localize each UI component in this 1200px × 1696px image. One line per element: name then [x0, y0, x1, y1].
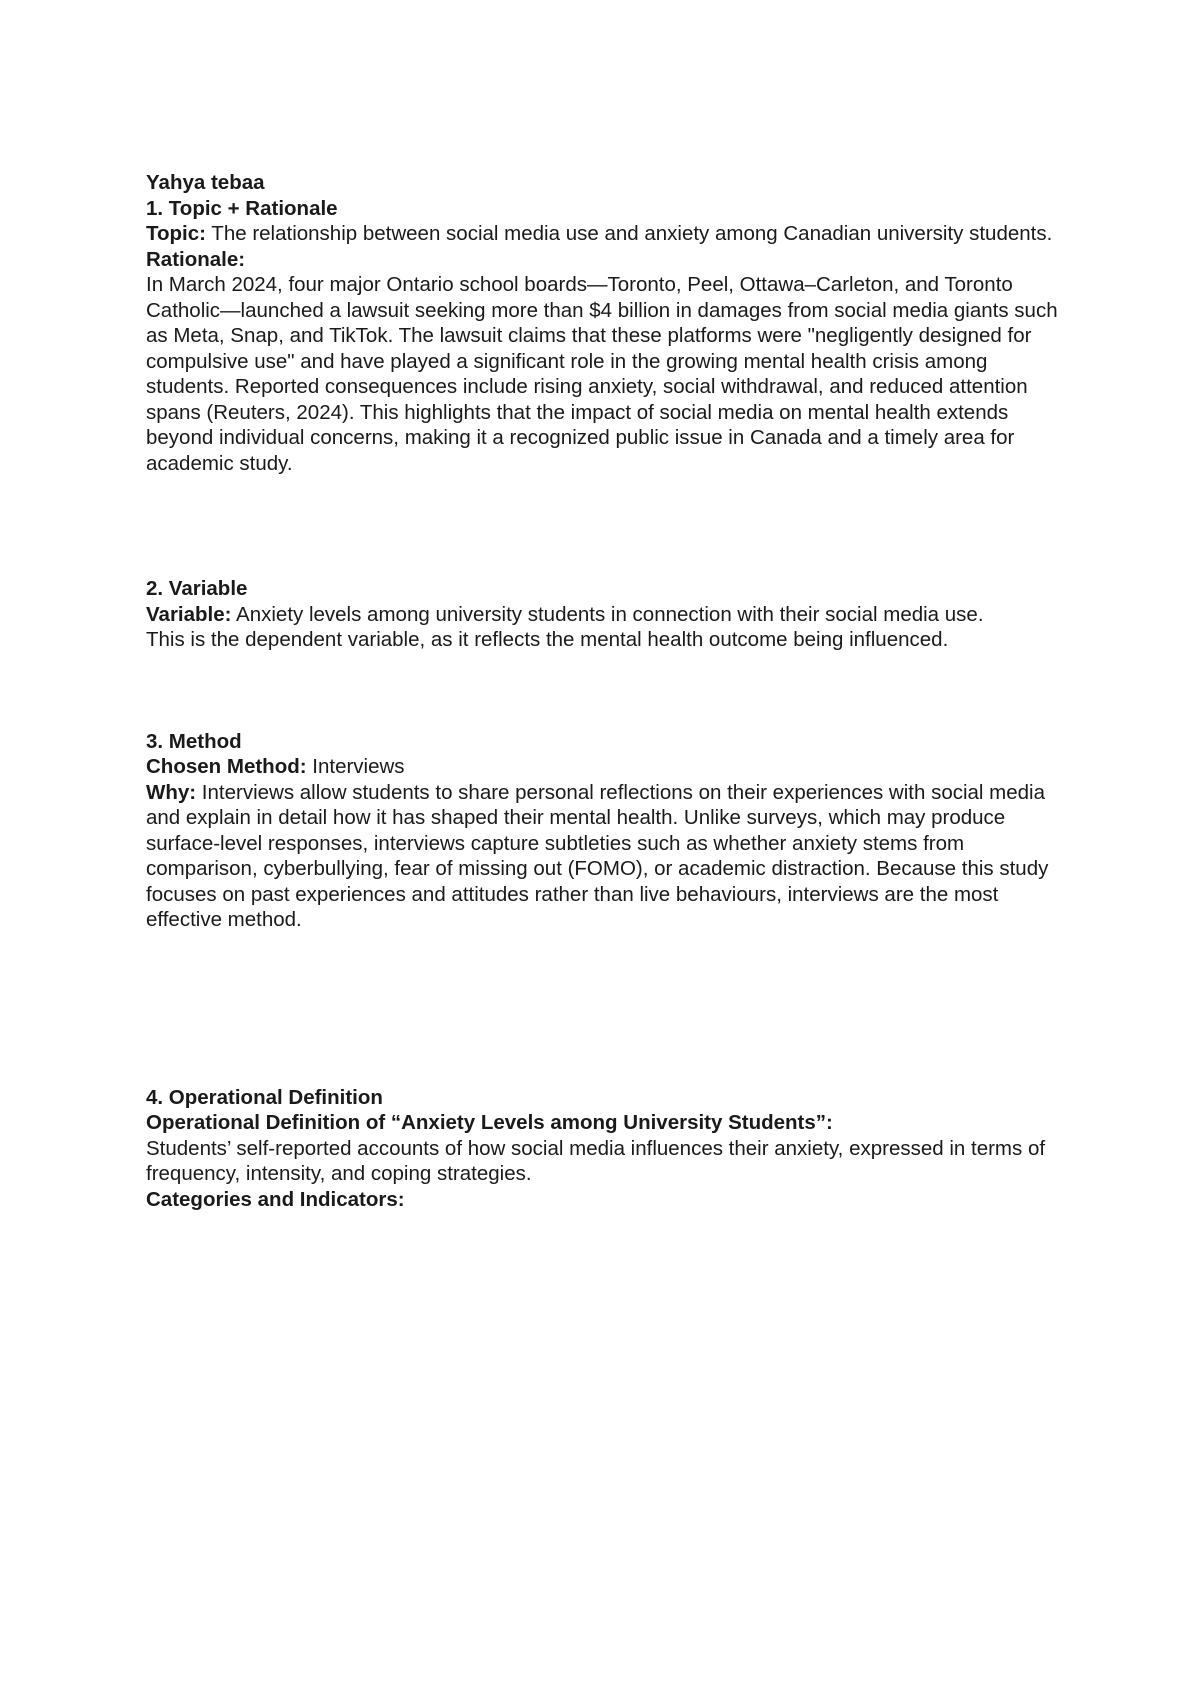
- section-heading-operational-definition: 4. Operational Definition: [146, 1085, 383, 1109]
- rationale-label: Rationale:: [146, 247, 246, 271]
- rationale-text: In March 2024, four major Ontario school boards—Toronto, Peel, Ottawa–Carleton, and Toronto Catholic—launched a lawsuit seeking more than $4 billion in damages from social media giants such as Meta, Snap, and TikTok. The lawsuit claims that these platforms were "negligently designed for compulsive use" and have played a significant role in the growing mental health crisis among students. Reported consequences include rising anxiety, social withdrawal, and reduced attention spans (Reuters, 2024). This highlights that the impact of social media on mental health extends beyond individual concerns, making it a recognized public issue in Canada and a timely area for academic study.: [146, 273, 1058, 475]
- why-paragraph: [146, 780, 1076, 933]
- section-topic-rationale: [146, 196, 1076, 477]
- variable-note: This is the dependent variable, as it reflects the mental health outcome being influenced.: [146, 628, 949, 651]
- variable-label: Variable:: [146, 602, 232, 626]
- why-text: Interviews allow students to share personal reflections on their experiences with social media and explain in detail how it has shaped their mental health. Unlike surveys, which may produce surface-level responses, interviews capture subtleties such as whether anxiety stems from comparison, cyberbullying, fear of missing out (FOMO), or academic distraction. Because this study focuses on past experiences and attitudes rather than live behaviours, interviews are the most effective method.: [146, 780, 1049, 931]
- topic-text: The relationship between social media use and anxiety among Canadian university students.: [205, 222, 1053, 245]
- spacer: [146, 653, 1076, 729]
- spacer: [146, 476, 1076, 576]
- method-text: Interviews: [306, 755, 405, 778]
- definition-label: Operational Definition of “Anxiety Levels among University Students”:: [146, 1111, 833, 1134]
- section-method: [146, 729, 1076, 933]
- variable-paragraph: [146, 602, 1076, 628]
- section-heading-method: 3. Method: [146, 729, 242, 753]
- author-name: Yahya tebaa: [146, 171, 265, 194]
- categories-label: Categories and Indicators:: [146, 1187, 405, 1211]
- document-body: [146, 170, 1076, 1212]
- variable-text: Anxiety levels among university students in connection with their social media use.: [231, 602, 984, 626]
- section-heading-variable: 2. Variable: [146, 577, 248, 600]
- section-heading-topic-rationale: 1. Topic + Rationale: [146, 196, 338, 220]
- spacer: [146, 933, 1076, 1085]
- method-paragraph: [146, 754, 1076, 780]
- definition-text: Students’ self-reported accounts of how social media influences their anxiety, expressed in terms of frequency, intensity, and coping strategies.: [146, 1136, 1046, 1185]
- method-label: Chosen Method:: [146, 755, 307, 778]
- why-label: Why:: [146, 780, 197, 804]
- topic-paragraph: [146, 221, 1076, 247]
- section-operational-definition: [146, 1085, 1076, 1213]
- section-variable: [146, 576, 1076, 653]
- topic-label: Topic:: [146, 222, 206, 245]
